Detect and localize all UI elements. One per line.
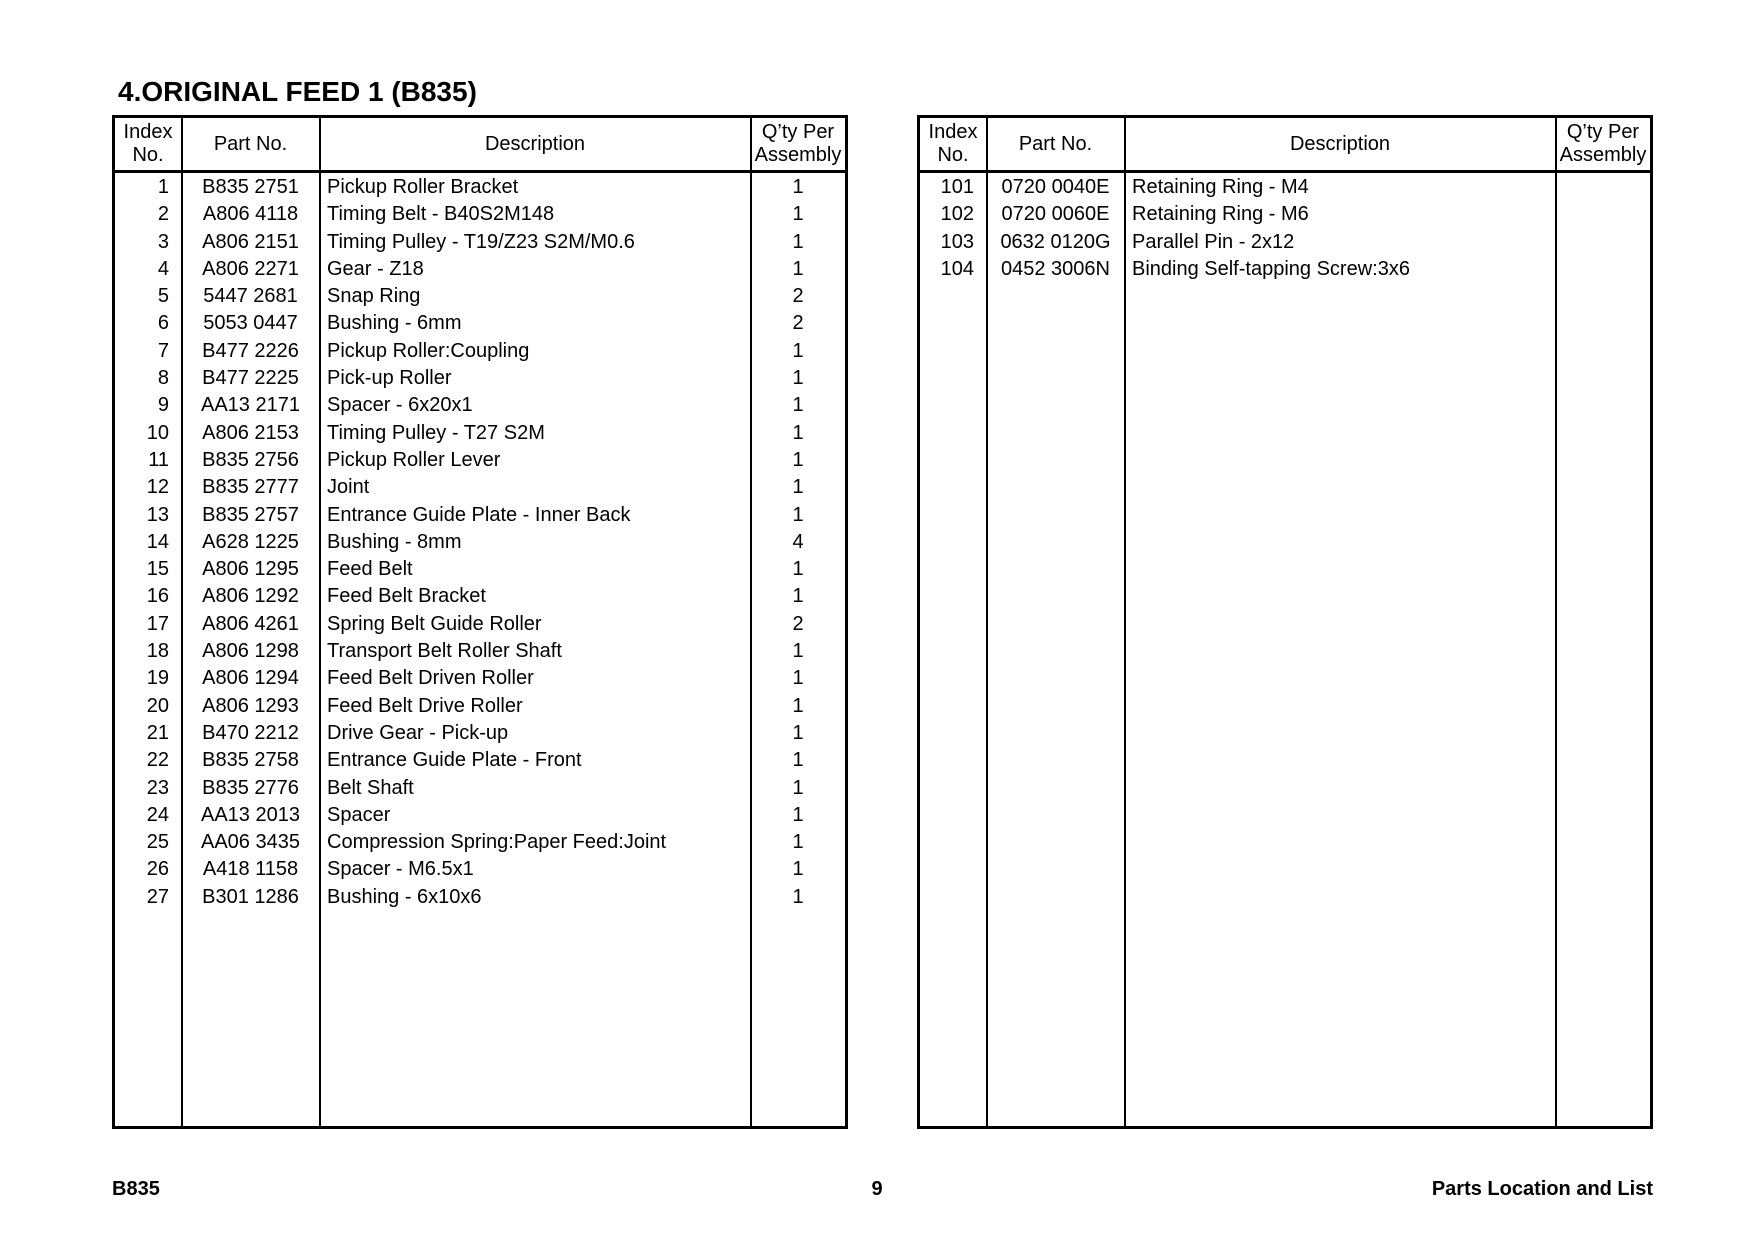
page-title: 4.ORIGINAL FEED 1 (B835) [118, 76, 477, 107]
cell-part-no: B477 2226 [202, 339, 299, 362]
cell-part-no: A418 1158 [202, 858, 299, 881]
cell-qty: 1 [792, 776, 804, 799]
cell-description: Snap Ring [327, 285, 421, 308]
footer-model: B835 [112, 1178, 160, 1200]
parts-table-right [917, 115, 1653, 1129]
cell-qty: 2 [792, 312, 804, 335]
cell-qty: 2 [792, 612, 804, 635]
cell-description: Spacer [327, 803, 391, 826]
cell-description: Feed Belt [327, 558, 413, 581]
table-row [115, 420, 845, 447]
cell-qty: 1 [792, 257, 804, 280]
cell-part-no: A806 1298 [202, 640, 299, 663]
cell-qty: 1 [792, 394, 804, 417]
cell-index: 11 [148, 448, 169, 471]
header-description: Description [1289, 132, 1391, 155]
cell-part-no: B835 2758 [202, 749, 299, 772]
cell-index: 104 [940, 257, 974, 280]
table-body [920, 174, 1650, 283]
header-part-no: Part No. [213, 132, 288, 155]
cell-part-no: A806 2271 [202, 257, 299, 280]
cell-index: 17 [146, 612, 169, 635]
cell-part-no: B835 2756 [202, 448, 299, 471]
table-row [115, 802, 845, 829]
cell-description: Bushing - 8mm [327, 530, 462, 553]
cell-qty: 1 [792, 831, 804, 854]
header-part-no: Part No. [1018, 132, 1093, 155]
cell-description: Bushing - 6mm [327, 312, 462, 335]
cell-qty: 1 [792, 203, 804, 226]
cell-index: 24 [146, 803, 169, 826]
cell-index: 12 [146, 476, 169, 499]
cell-qty: 1 [792, 694, 804, 717]
cell-description: Timing Belt - B40S2M148 [327, 203, 555, 226]
cell-index: 5 [157, 285, 169, 308]
cell-description: Entrance Guide Plate - Inner Back [327, 503, 631, 526]
header-qty: Q’ty Per Assembly [1559, 121, 1647, 166]
cell-qty: 1 [792, 667, 804, 690]
cell-index: 3 [157, 230, 169, 253]
cell-index: 23 [146, 776, 169, 799]
cell-index: 1 [157, 176, 169, 198]
cell-index: 18 [146, 640, 169, 663]
table-row [920, 256, 1650, 283]
cell-part-no: B835 2776 [202, 776, 299, 799]
cell-part-no: AA06 3435 [201, 831, 300, 854]
cell-qty: 1 [792, 640, 804, 663]
header-description: Description [484, 132, 586, 155]
cell-index: 2 [157, 203, 169, 226]
table-row [115, 502, 845, 529]
cell-part-no: 0720 0040E [1001, 176, 1110, 198]
parts-table-left [112, 115, 848, 1129]
table-row [115, 229, 845, 256]
header-index: Index No. [928, 121, 978, 166]
table-row [115, 392, 845, 419]
cell-part-no: AA13 2171 [201, 394, 300, 417]
cell-index: 13 [146, 503, 169, 526]
cell-index: 7 [157, 339, 169, 362]
cell-description: Timing Pulley - T27 S2M [327, 421, 545, 444]
cell-part-no: A806 4118 [202, 203, 299, 226]
cell-part-no: B835 2777 [202, 476, 299, 499]
cell-qty: 2 [792, 285, 804, 308]
table-row [920, 229, 1650, 256]
cell-index: 16 [146, 585, 169, 608]
cell-qty: 1 [792, 421, 804, 444]
cell-part-no: B301 1286 [202, 885, 299, 908]
table-row [115, 665, 845, 692]
cell-index: 103 [940, 230, 974, 253]
cell-qty: 1 [792, 558, 804, 581]
cell-qty: 1 [792, 230, 804, 253]
cell-index: 14 [146, 530, 169, 553]
table-row [115, 720, 845, 747]
table-row [115, 638, 845, 665]
cell-qty: 1 [792, 448, 804, 471]
cell-description: Spacer - 6x20x1 [327, 394, 473, 417]
table-body [115, 174, 845, 911]
cell-description: Retaining Ring - M4 [1132, 176, 1309, 198]
table-row [115, 556, 845, 583]
cell-part-no: A628 1225 [202, 530, 299, 553]
table-row [920, 201, 1650, 228]
header-qty: Q’ty Per Assembly [754, 121, 842, 166]
cell-index: 27 [146, 885, 169, 908]
cell-part-no: 0720 0060E [1001, 203, 1110, 226]
cell-part-no: A806 2153 [202, 421, 299, 444]
cell-part-no: B835 2757 [202, 503, 299, 526]
cell-qty: 1 [792, 176, 804, 198]
cell-index: 26 [146, 858, 169, 881]
cell-index: 21 [146, 721, 169, 744]
footer-section-title: Parts Location and List [1431, 1178, 1653, 1200]
cell-qty: 1 [792, 585, 804, 608]
header-index: Index No. [123, 121, 173, 166]
cell-description: Feed Belt Drive Roller [327, 694, 523, 717]
cell-part-no: 5447 2681 [203, 285, 298, 308]
cell-index: 102 [940, 203, 974, 226]
cell-description: Binding Self-tapping Screw:3x6 [1132, 257, 1410, 280]
cell-index: 8 [157, 367, 169, 390]
cell-qty: 1 [792, 803, 804, 826]
cell-part-no: 5053 0447 [203, 312, 298, 335]
cell-description: Drive Gear - Pick-up [327, 721, 509, 744]
cell-index: 6 [157, 312, 169, 335]
cell-index: 19 [146, 667, 169, 690]
cell-part-no: A806 1292 [202, 585, 299, 608]
cell-description: Feed Belt Driven Roller [327, 667, 534, 690]
table-row [115, 529, 845, 556]
cell-part-no: A806 1295 [202, 558, 299, 581]
cell-index: 25 [146, 831, 169, 854]
cell-description: Pickup Roller Lever [327, 448, 501, 471]
table-row [115, 365, 845, 392]
cell-part-no: B835 2751 [202, 176, 299, 198]
cell-description: Bushing - 6x10x6 [327, 885, 482, 908]
table-row [115, 338, 845, 365]
table-row [115, 693, 845, 720]
table-row [115, 201, 845, 228]
cell-description: Spacer - M6.5x1 [327, 858, 474, 881]
header-divider [115, 170, 845, 173]
table-row [920, 174, 1650, 201]
cell-description: Pickup Roller:Coupling [327, 339, 530, 362]
table-row [115, 747, 845, 774]
cell-index: 15 [146, 558, 169, 581]
table-row [115, 310, 845, 337]
cell-qty: 1 [792, 858, 804, 881]
table-row [115, 611, 845, 638]
cell-index: 22 [146, 749, 169, 772]
cell-description: Entrance Guide Plate - Front [327, 749, 582, 772]
cell-part-no: 0632 0120G [1000, 230, 1111, 253]
table-row [115, 829, 845, 856]
cell-description: Pick-up Roller [327, 367, 452, 390]
table-row [115, 256, 845, 283]
cell-index: 4 [157, 257, 169, 280]
table-row [115, 447, 845, 474]
cell-part-no: A806 1294 [202, 667, 299, 690]
cell-description: Belt Shaft [327, 776, 414, 799]
cell-part-no: B477 2225 [202, 367, 299, 390]
cell-description: Feed Belt Bracket [327, 585, 486, 608]
cell-qty: 1 [792, 721, 804, 744]
footer-page-number: 9 [871, 1178, 883, 1200]
cell-description: Parallel Pin - 2x12 [1132, 230, 1295, 253]
cell-qty: 1 [792, 367, 804, 390]
cell-description: Retaining Ring - M6 [1132, 203, 1309, 226]
cell-description: Timing Pulley - T19/Z23 S2M/M0.6 [327, 230, 635, 253]
cell-description: Pickup Roller Bracket [327, 176, 519, 198]
cell-description: Gear - Z18 [327, 257, 424, 280]
cell-index: 20 [146, 694, 169, 717]
cell-index: 10 [146, 421, 169, 444]
cell-index: 101 [940, 176, 974, 198]
table-row [115, 283, 845, 310]
cell-description: Transport Belt Roller Shaft [327, 640, 562, 663]
cell-part-no: A806 4261 [202, 612, 299, 635]
table-row [115, 583, 845, 610]
table-row [115, 474, 845, 501]
cell-part-no: B470 2212 [202, 721, 299, 744]
cell-description: Compression Spring:Paper Feed:Joint [327, 831, 667, 854]
cell-part-no: 0452 3006N [1001, 257, 1110, 280]
cell-index: 9 [157, 394, 169, 417]
cell-qty: 4 [792, 530, 804, 553]
cell-description: Joint [327, 476, 370, 499]
cell-qty: 1 [792, 476, 804, 499]
cell-qty: 1 [792, 339, 804, 362]
cell-part-no: AA13 2013 [201, 803, 300, 826]
cell-qty: 1 [792, 749, 804, 772]
cell-qty: 1 [792, 885, 804, 908]
table-row [115, 884, 845, 911]
cell-qty: 1 [792, 503, 804, 526]
table-row [115, 856, 845, 883]
table-row [115, 174, 845, 201]
header-divider [920, 170, 1650, 173]
table-row [115, 775, 845, 802]
cell-description: Spring Belt Guide Roller [327, 612, 542, 635]
cell-part-no: A806 1293 [202, 694, 299, 717]
cell-part-no: A806 2151 [202, 230, 299, 253]
